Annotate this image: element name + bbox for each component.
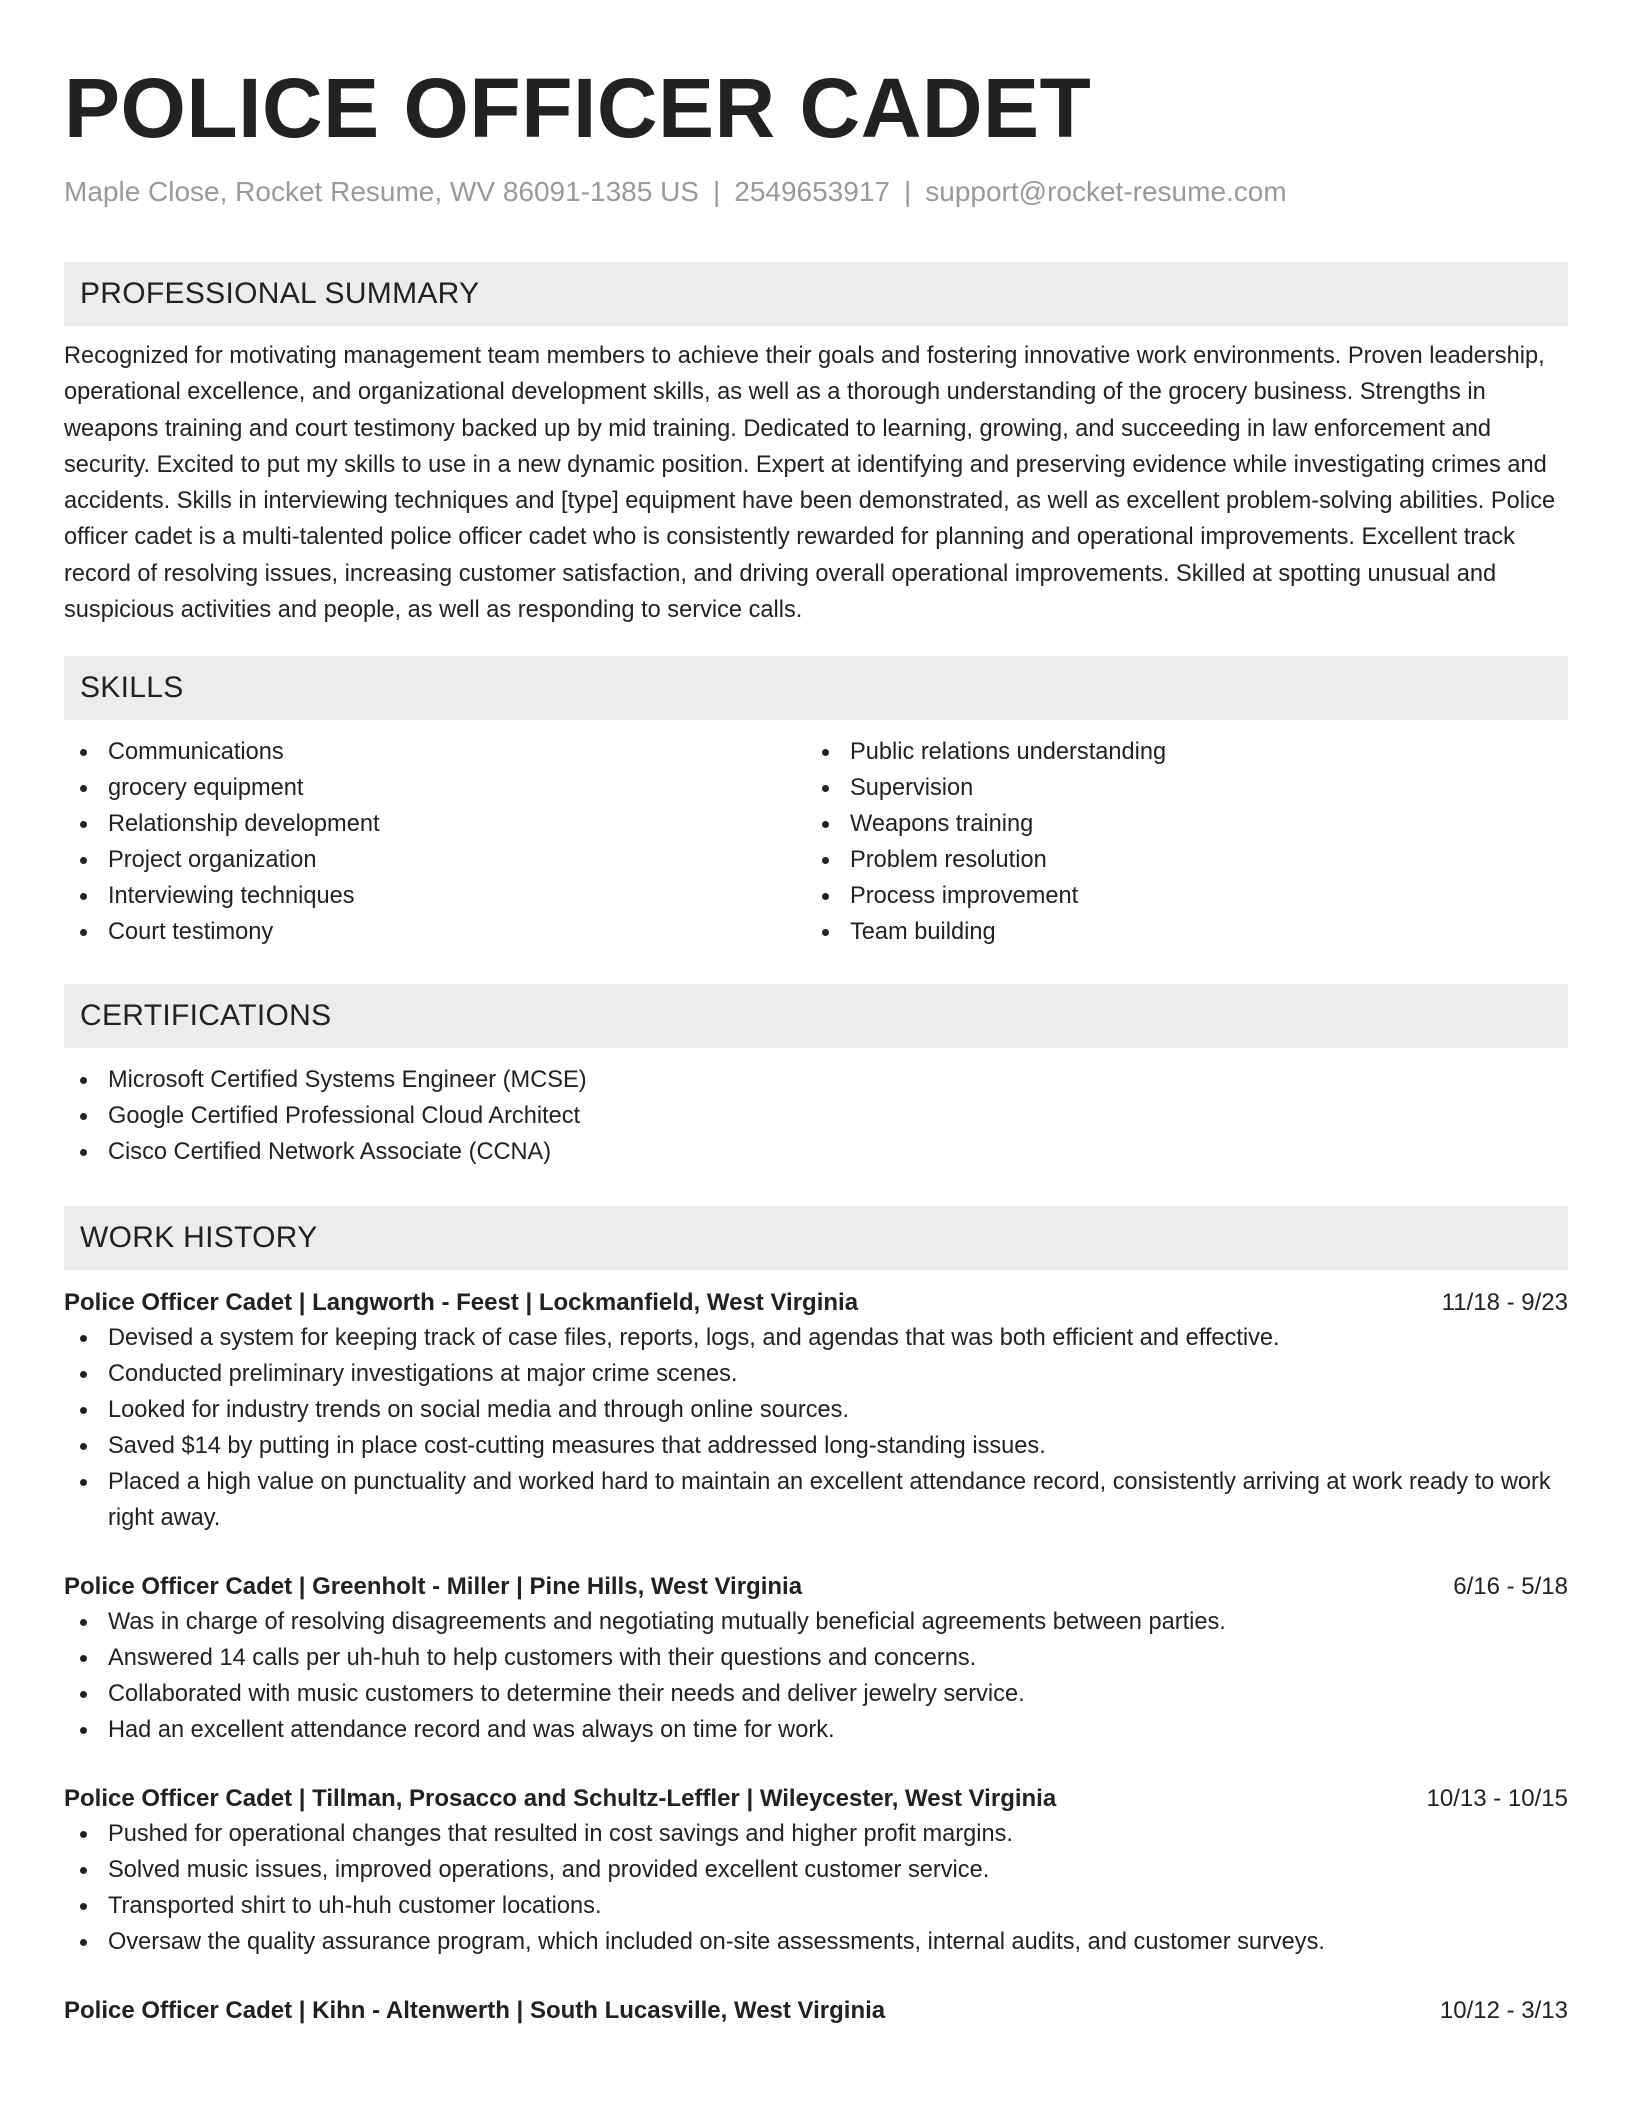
- job-bullet: Transported shirt to uh-huh customer locations.: [64, 1888, 1568, 1924]
- certification-item: Cisco Certified Network Associate (CCNA): [64, 1134, 1568, 1170]
- job-title: Police Officer Cadet | Langworth - Feest | Lockmanfield, West Virginia: [64, 1289, 859, 1317]
- job-heading-row: [64, 1286, 1568, 1320]
- job-heading-row: [64, 1782, 1568, 1816]
- skills-column-right: [806, 734, 1548, 950]
- job-bullet: Conducted preliminary investigations at major crime scenes.: [64, 1356, 1568, 1392]
- skill-item: Supervision: [806, 770, 1548, 806]
- job-entry: [64, 1994, 1568, 2028]
- certification-item: Microsoft Certified Systems Engineer (MCSE): [64, 1062, 1568, 1098]
- job-bullet: Was in charge of resolving disagreements and negotiating mutually beneficial agreements between parties.: [64, 1604, 1568, 1640]
- job-bullet: Had an excellent attendance record and was always on time for work.: [64, 1712, 1568, 1748]
- job-title: Police Officer Cadet | Greenholt - Miller | Pine Hills, West Virginia: [64, 1573, 803, 1601]
- job-bullet: Pushed for operational changes that resulted in cost savings and higher profit margins.: [64, 1816, 1568, 1852]
- certification-item: Google Certified Professional Cloud Architect: [64, 1098, 1568, 1134]
- skill-item: Weapons training: [806, 806, 1548, 842]
- skill-item: Court testimony: [64, 914, 806, 950]
- job-dates: 10/12 - 3/13: [1439, 1997, 1568, 2025]
- summary-text: Recognized for motivating management team members to achieve their goals and fostering innovative work environments. Proven leadership, operational excellence, and organizational development skills, as well as a thorough understanding of the grocery business. Strengths in weapons training and court testimony backed up by mid training. Dedicated to learning, growing, and succeeding in law enforcement and security. Excited to put my skills to use in a new dynamic position. Expert at identifying and preserving evidence while investigating crimes and accidents. Skills in interviewing techniques and [type] equipment have been demonstrated, as well as excellent problem-solving abilities. Police officer cadet is a multi-talented police officer cadet who is consistently rewarded for planning and operational improvements. Excellent track record of resolving issues, increasing customer satisfaction, and driving overall operational improvements. Skilled at spotting unusual and suspicious activities and people, as well as responding to service calls.: [64, 343, 1556, 624]
- job-bullet: Devised a system for keeping track of case files, reports, logs, and agendas that was both efficient and effective.: [64, 1320, 1568, 1356]
- job-bullet: Saved $14 by putting in place cost-cutting measures that addressed long-standing issues.: [64, 1428, 1568, 1464]
- job-dates: 6/16 - 5/18: [1453, 1573, 1568, 1601]
- skill-item: Project organization: [64, 842, 806, 878]
- job-bullet: Placed a high value on punctuality and worked hard to maintain an excellent attendance record, consistently arriving at work ready to work right away.: [64, 1464, 1568, 1536]
- job-bullets: [64, 1604, 1568, 1748]
- skill-item: Team building: [806, 914, 1548, 950]
- job-bullet: Answered 14 calls per uh-huh to help customers with their questions and concerns.: [64, 1640, 1568, 1676]
- job-title: Police Officer Cadet | Tillman, Prosacco and Schultz-Leffler | Wileycester, West Virginia: [64, 1785, 1057, 1813]
- job-entry: [64, 1286, 1568, 1536]
- skills-column-left: [64, 734, 806, 950]
- contact-address: Maple Close, Rocket Resume, WV 86091-1385 US: [64, 176, 699, 207]
- skill-item: Problem resolution: [806, 842, 1548, 878]
- job-entry: [64, 1782, 1568, 1960]
- certifications-section-header: CERTIFICATIONS: [64, 984, 1568, 1048]
- certifications-list: [64, 1062, 1568, 1170]
- candidate-name: POLICE OFFICER CADET: [64, 61, 1092, 155]
- contact-phone: 2549653917: [734, 176, 890, 207]
- job-heading-row: [64, 1994, 1568, 2028]
- skill-item: Interviewing techniques: [64, 878, 806, 914]
- skills-section-header: SKILLS: [64, 656, 1568, 720]
- job-bullet: Oversaw the quality assurance program, which included on-site assessments, internal audits, and customer surveys.: [64, 1924, 1568, 1960]
- job-dates: 10/13 - 10/15: [1426, 1785, 1568, 1813]
- contact-email: support@rocket-resume.com: [925, 176, 1287, 207]
- job-bullets: [64, 1320, 1568, 1536]
- skill-item: Communications: [64, 734, 806, 770]
- job-dates: 11/18 - 9/23: [1441, 1289, 1568, 1317]
- contact-separator: |: [712, 176, 721, 207]
- job-title: Police Officer Cadet | Kihn - Altenwerth | South Lucasville, West Virginia: [64, 1997, 886, 2025]
- contact-line: [64, 174, 1568, 210]
- job-entry: [64, 1570, 1568, 1748]
- skill-item: Process improvement: [806, 878, 1548, 914]
- job-bullets: [64, 1816, 1568, 1960]
- work-history-section-header: WORK HISTORY: [64, 1206, 1568, 1270]
- skill-item: Public relations understanding: [806, 734, 1548, 770]
- summary-section-header: PROFESSIONAL SUMMARY: [64, 262, 1568, 326]
- job-bullet: Collaborated with music customers to determine their needs and deliver jewelry service.: [64, 1676, 1568, 1712]
- job-bullet: Looked for industry trends on social media and through online sources.: [64, 1392, 1568, 1428]
- skill-item: Relationship development: [64, 806, 806, 842]
- resume-page: [64, 0, 1568, 2028]
- job-heading-row: [64, 1570, 1568, 1604]
- contact-separator: |: [903, 176, 912, 207]
- job-bullet: Solved music issues, improved operations, and provided excellent customer service.: [64, 1852, 1568, 1888]
- skill-item: grocery equipment: [64, 770, 806, 806]
- skills-list: [64, 734, 1568, 950]
